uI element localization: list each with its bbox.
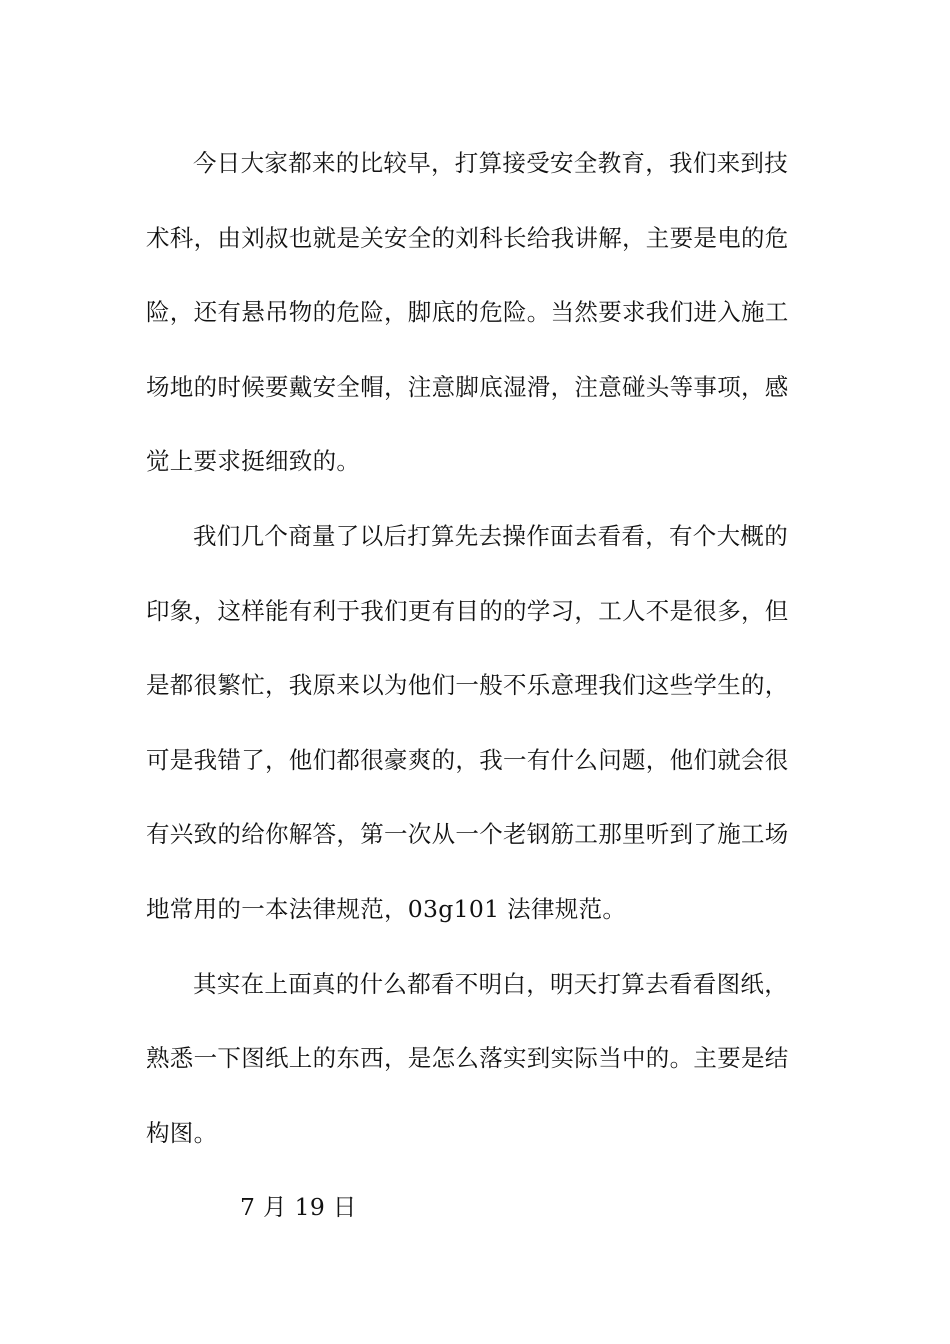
paragraph-1-line-5: 觉上要求挺细致的。 <box>146 447 361 476</box>
paragraph-1-line-3: 险，还有悬吊物的危险，脚底的危险。当然要求我们进入施工 <box>146 298 789 327</box>
paragraph-3-line-3: 构图。 <box>146 1118 218 1147</box>
diary-date: 7 月 19 日 <box>240 1193 357 1222</box>
paragraph-2-line-2: 印象，这样能有利于我们更有目的的学习，工人不是很多，但 <box>146 596 789 625</box>
paragraph-2-line-4: 可是我错了，他们都很豪爽的，我一有什么问题，他们就会很 <box>146 745 789 774</box>
paragraph-1-line-4: 场地的时候要戴安全帽，注意脚底湿滑，注意碰头等事项，感 <box>146 372 789 401</box>
paragraph-1-line-1: 今日大家都来的比较早，打算接受安全教育，我们来到技 <box>193 149 788 177</box>
paragraph-1-line-2: 术科，由刘叔也就是关安全的刘科长给我讲解，主要是电的危 <box>146 223 789 252</box>
paragraph-3-line-2: 熟悉一下图纸上的东西，是怎么落实到实际当中的。主要是结 <box>146 1044 789 1073</box>
document-body <box>146 126 806 1245</box>
paragraph-2-line-1: 我们几个商量了以后打算先去操作面去看看，有个大概的 <box>193 521 788 550</box>
paragraph-2-line-6: 地常用的一本法律规范，03g101 法律规范。 <box>146 894 627 923</box>
paragraph-2-line-3: 是都很繁忙，我原来以为他们一般不乐意理我们这些学生的， <box>146 671 789 700</box>
paragraph-3-line-1: 其实在上面真的什么都看不明白，明天打算去看看图纸， <box>193 969 788 998</box>
paragraph-2-line-5: 有兴致的给你解答，第一次从一个老钢筋工那里听到了施工场 <box>146 820 789 849</box>
